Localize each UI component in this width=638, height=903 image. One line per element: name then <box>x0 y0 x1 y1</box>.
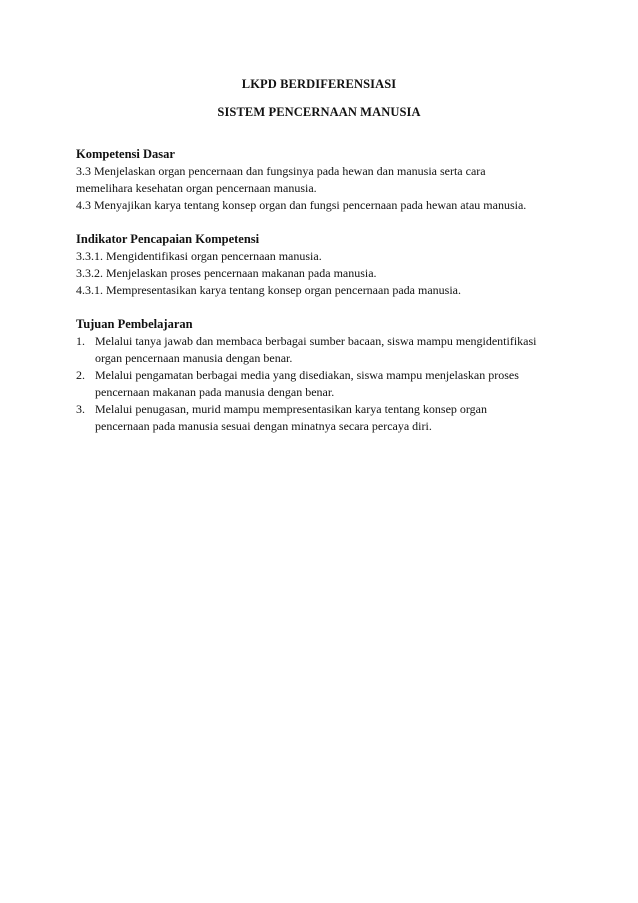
list-item-line: organ pencernaan manusia dengan benar. <box>95 351 293 365</box>
list-item <box>76 333 566 367</box>
kompetensi-dasar-section <box>76 146 566 214</box>
indikator-line: 4.3.1. Mempresentasikan karya tentang konsep organ pencernaan pada manusia. <box>76 283 461 297</box>
section-heading: Kompetensi Dasar <box>76 147 175 161</box>
kd-line: 4.3 Menyajikan karya tentang konsep organ dan fungsi pencernaan pada hewan atau manusia. <box>76 198 527 212</box>
list-item <box>76 367 566 401</box>
list-number: 1. <box>76 334 85 348</box>
indikator-line: 3.3.2. Menjelaskan proses pencernaan makanan pada manusia. <box>76 266 377 280</box>
list-item-line: Melalui tanya jawab dan membaca berbagai sumber bacaan, siswa mampu mengidentifikasi <box>95 334 537 348</box>
list-item-line: pencernaan makanan pada manusia dengan benar. <box>95 385 335 399</box>
list-number: 3. <box>76 402 85 416</box>
list-item-line: Melalui penugasan, murid mampu mempresentasikan karya tentang konsep organ <box>95 402 488 416</box>
kd-line: memelihara kesehatan organ pencernaan manusia. <box>76 181 317 195</box>
tujuan-list <box>76 333 566 435</box>
list-number: 2. <box>76 368 85 382</box>
section-heading: Indikator Pencapaian Kompetensi <box>76 232 260 246</box>
list-item <box>76 401 566 435</box>
indikator-line: 3.3.1. Mengidentifikasi organ pencernaan manusia. <box>76 249 322 263</box>
section-heading: Tujuan Pembelajaran <box>76 317 193 331</box>
document-body <box>76 146 566 435</box>
document-subtitle: SISTEM PENCERNAAN MANUSIA <box>217 105 421 119</box>
tujuan-section <box>76 316 566 435</box>
indikator-section <box>76 231 566 299</box>
list-item-line: Melalui pengamatan berbagai media yang disediakan, siswa mampu menjelaskan proses <box>95 368 519 382</box>
document-title: LKPD BERDIFERENSIASI <box>241 77 397 91</box>
list-item-line: pencernaan pada manusia sesuai dengan minatnya secara percaya diri. <box>95 419 432 433</box>
kd-line: 3.3 Menjelaskan organ pencernaan dan fungsinya pada hewan dan manusia serta cara <box>76 164 486 178</box>
